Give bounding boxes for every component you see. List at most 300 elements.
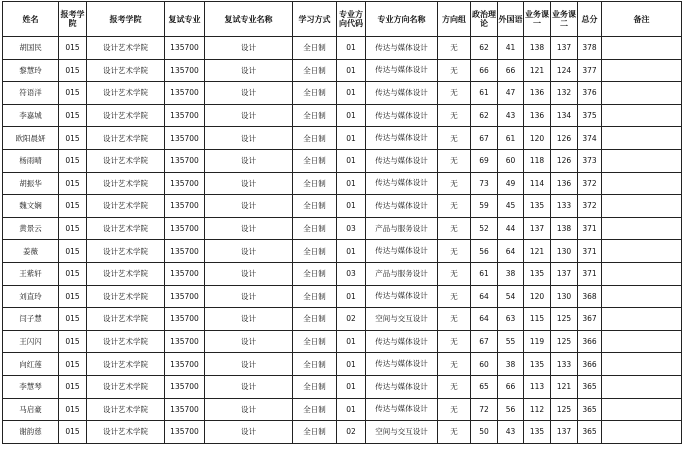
- cell-course-one: 115: [524, 308, 551, 331]
- cell-course-two: 138: [551, 217, 578, 240]
- cell-course-one: 113: [524, 375, 551, 398]
- cell-direction-code: 01: [337, 240, 366, 263]
- cell-direction-group: 无: [438, 127, 471, 150]
- cell-direction-name: [366, 240, 438, 263]
- cell-direction-name: [366, 398, 438, 421]
- cell-course-one: 121: [524, 59, 551, 82]
- cell-name: 符语洋: [3, 82, 59, 105]
- cell-politics: 73: [471, 172, 498, 195]
- direction-name-text: 传达与媒体设计: [375, 359, 428, 369]
- cell-total: 367: [578, 308, 602, 331]
- header-school: 报考学院: [87, 2, 165, 37]
- cell-study-mode: 全日制: [293, 353, 337, 376]
- cell-school-code: 015: [59, 149, 87, 172]
- cell-total: 368: [578, 285, 602, 308]
- cell-school-code: 015: [59, 82, 87, 105]
- cell-school: 设计艺术学院: [87, 172, 165, 195]
- cell-school-code: 015: [59, 285, 87, 308]
- cell-major-name: 设计: [205, 82, 293, 105]
- cell-study-mode: 全日制: [293, 217, 337, 240]
- cell-school: 设计艺术学院: [87, 308, 165, 331]
- cell-major-code: 135700: [165, 217, 205, 240]
- cell-school: 设计艺术学院: [87, 217, 165, 240]
- cell-notes: [602, 262, 682, 285]
- cell-foreign-language: 60: [498, 149, 524, 172]
- cell-direction-code: 01: [337, 285, 366, 308]
- cell-total: 371: [578, 262, 602, 285]
- cell-course-two: 133: [551, 353, 578, 376]
- direction-name-text: 传达与媒体设计: [375, 200, 428, 210]
- cell-notes: [602, 421, 682, 444]
- cell-major-name: 设计: [205, 308, 293, 331]
- table-row: [3, 375, 682, 398]
- cell-major-code: 135700: [165, 330, 205, 353]
- header-school-code: 报考学院: [59, 2, 87, 37]
- cell-direction-code: 01: [337, 375, 366, 398]
- cell-major-code: 135700: [165, 421, 205, 444]
- cell-major-code: 135700: [165, 127, 205, 150]
- cell-politics: 64: [471, 308, 498, 331]
- cell-course-one: 138: [524, 37, 551, 60]
- cell-name: 胡振华: [3, 172, 59, 195]
- cell-course-two: 126: [551, 127, 578, 150]
- cell-foreign-language: 61: [498, 127, 524, 150]
- cell-total: 376: [578, 82, 602, 105]
- cell-direction-group: 无: [438, 217, 471, 240]
- cell-study-mode: 全日制: [293, 240, 337, 263]
- header-direction-name: 专业方向名称: [366, 2, 438, 37]
- cell-study-mode: 全日制: [293, 82, 337, 105]
- cell-major-code: 135700: [165, 240, 205, 263]
- cell-notes: [602, 240, 682, 263]
- direction-name-text: 传达与媒体设计: [375, 65, 428, 75]
- header-course-two: 业务课二: [551, 2, 578, 37]
- cell-foreign-language: 38: [498, 353, 524, 376]
- cell-major-name: 设计: [205, 398, 293, 421]
- cell-school-code: 015: [59, 240, 87, 263]
- cell-direction-code: 03: [337, 217, 366, 240]
- cell-notes: [602, 353, 682, 376]
- cell-direction-name: [366, 421, 438, 444]
- cell-politics: 50: [471, 421, 498, 444]
- cell-study-mode: 全日制: [293, 375, 337, 398]
- direction-name-text: 传达与媒体设计: [375, 381, 428, 391]
- cell-foreign-language: 54: [498, 285, 524, 308]
- cell-direction-code: 01: [337, 398, 366, 421]
- table-row: [3, 262, 682, 285]
- table-row: [3, 37, 682, 60]
- cell-school-code: 015: [59, 330, 87, 353]
- table-row: [3, 59, 682, 82]
- direction-name-text: 传达与媒体设计: [375, 336, 428, 346]
- cell-school: 设计艺术学院: [87, 421, 165, 444]
- cell-total: 372: [578, 172, 602, 195]
- cell-school: 设计艺术学院: [87, 262, 165, 285]
- cell-course-one: 119: [524, 330, 551, 353]
- cell-major-name: 设计: [205, 375, 293, 398]
- table-row: [3, 149, 682, 172]
- cell-major-code: 135700: [165, 308, 205, 331]
- cell-direction-group: 无: [438, 285, 471, 308]
- cell-school: 设计艺术学院: [87, 82, 165, 105]
- cell-direction-code: 01: [337, 104, 366, 127]
- cell-school: 设计艺术学院: [87, 353, 165, 376]
- header-direction-group: 方向组: [438, 2, 471, 37]
- cell-course-one: 118: [524, 149, 551, 172]
- cell-school-code: 015: [59, 375, 87, 398]
- direction-name-text: 传达与媒体设计: [375, 155, 428, 165]
- cell-major-name: 设计: [205, 37, 293, 60]
- cell-direction-group: 无: [438, 104, 471, 127]
- cell-major-code: 135700: [165, 37, 205, 60]
- table-row: [3, 82, 682, 105]
- header-name: 姓名: [3, 2, 59, 37]
- cell-course-two: 137: [551, 421, 578, 444]
- cell-major-name: 设计: [205, 127, 293, 150]
- cell-total: 375: [578, 104, 602, 127]
- cell-politics: 62: [471, 104, 498, 127]
- cell-direction-group: 无: [438, 262, 471, 285]
- cell-study-mode: 全日制: [293, 285, 337, 308]
- cell-major-code: 135700: [165, 104, 205, 127]
- cell-school-code: 015: [59, 421, 87, 444]
- cell-direction-name: [366, 285, 438, 308]
- cell-school-code: 015: [59, 308, 87, 331]
- cell-notes: [602, 37, 682, 60]
- cell-major-name: 设计: [205, 421, 293, 444]
- cell-study-mode: 全日制: [293, 104, 337, 127]
- cell-major-name: 设计: [205, 217, 293, 240]
- cell-major-name: 设计: [205, 149, 293, 172]
- table-row: [3, 330, 682, 353]
- cell-course-two: 133: [551, 195, 578, 218]
- cell-direction-code: 01: [337, 82, 366, 105]
- direction-name-text: 传达与媒体设计: [375, 133, 428, 143]
- cell-school: 设计艺术学院: [87, 127, 165, 150]
- cell-direction-name: [366, 104, 438, 127]
- cell-name: 刘直玲: [3, 285, 59, 308]
- cell-course-two: 136: [551, 172, 578, 195]
- cell-study-mode: 全日制: [293, 330, 337, 353]
- table-row: [3, 217, 682, 240]
- cell-course-one: 136: [524, 82, 551, 105]
- cell-major-name: 设计: [205, 59, 293, 82]
- cell-direction-name: [366, 330, 438, 353]
- direction-name-text: 空间与交互设计: [375, 313, 428, 323]
- cell-direction-name: [366, 308, 438, 331]
- cell-course-two: 125: [551, 398, 578, 421]
- direction-name-text: 传达与媒体设计: [375, 291, 428, 301]
- cell-course-one: 112: [524, 398, 551, 421]
- table-row: [3, 421, 682, 444]
- cell-politics: 62: [471, 37, 498, 60]
- cell-notes: [602, 195, 682, 218]
- cell-foreign-language: 47: [498, 82, 524, 105]
- header-notes: 备注: [602, 2, 682, 37]
- cell-direction-group: 无: [438, 375, 471, 398]
- header-direction-code: 专业方向代码: [337, 2, 366, 37]
- cell-politics: 66: [471, 59, 498, 82]
- cell-major-code: 135700: [165, 353, 205, 376]
- cell-notes: [602, 375, 682, 398]
- cell-course-one: 135: [524, 353, 551, 376]
- cell-major-name: 设计: [205, 172, 293, 195]
- cell-direction-code: 03: [337, 262, 366, 285]
- cell-study-mode: 全日制: [293, 308, 337, 331]
- cell-total: 371: [578, 240, 602, 263]
- cell-name: 杨雨晴: [3, 149, 59, 172]
- cell-school: 设计艺术学院: [87, 285, 165, 308]
- cell-name: 李慧琴: [3, 375, 59, 398]
- cell-major-name: 设计: [205, 353, 293, 376]
- cell-course-one: 135: [524, 421, 551, 444]
- cell-school-code: 015: [59, 398, 87, 421]
- cell-politics: 61: [471, 262, 498, 285]
- cell-major-code: 135700: [165, 59, 205, 82]
- cell-school: 设计艺术学院: [87, 195, 165, 218]
- cell-school-code: 015: [59, 353, 87, 376]
- cell-total: 365: [578, 421, 602, 444]
- cell-course-two: 137: [551, 262, 578, 285]
- cell-direction-name: [366, 127, 438, 150]
- cell-direction-name: [366, 37, 438, 60]
- cell-course-one: 135: [524, 262, 551, 285]
- cell-school: 设计艺术学院: [87, 375, 165, 398]
- cell-major-name: 设计: [205, 262, 293, 285]
- cell-school-code: 015: [59, 37, 87, 60]
- cell-name: 马启豪: [3, 398, 59, 421]
- cell-major-code: 135700: [165, 172, 205, 195]
- cell-foreign-language: 44: [498, 217, 524, 240]
- header-row: [3, 2, 682, 37]
- cell-politics: 69: [471, 149, 498, 172]
- cell-direction-code: 01: [337, 59, 366, 82]
- cell-school-code: 015: [59, 195, 87, 218]
- cell-politics: 59: [471, 195, 498, 218]
- cell-direction-group: 无: [438, 421, 471, 444]
- cell-notes: [602, 82, 682, 105]
- cell-politics: 67: [471, 127, 498, 150]
- cell-study-mode: 全日制: [293, 37, 337, 60]
- cell-school-code: 015: [59, 217, 87, 240]
- table-row: [3, 308, 682, 331]
- cell-major-code: 135700: [165, 285, 205, 308]
- cell-total: 377: [578, 59, 602, 82]
- cell-course-two: 130: [551, 285, 578, 308]
- cell-major-code: 135700: [165, 195, 205, 218]
- cell-foreign-language: 43: [498, 104, 524, 127]
- cell-foreign-language: 66: [498, 59, 524, 82]
- cell-major-name: 设计: [205, 104, 293, 127]
- cell-course-two: 125: [551, 330, 578, 353]
- cell-foreign-language: 56: [498, 398, 524, 421]
- cell-course-two: 132: [551, 82, 578, 105]
- cell-foreign-language: 45: [498, 195, 524, 218]
- cell-notes: [602, 149, 682, 172]
- cell-name: 欧阳晨妍: [3, 127, 59, 150]
- direction-name-text: 传达与媒体设计: [375, 87, 428, 97]
- direction-name-text: 产品与服务设计: [375, 223, 428, 233]
- cell-direction-name: [366, 353, 438, 376]
- table-row: [3, 172, 682, 195]
- cell-name: 闫子慧: [3, 308, 59, 331]
- admission-score-table: [2, 1, 682, 444]
- cell-direction-name: [366, 217, 438, 240]
- cell-school-code: 015: [59, 262, 87, 285]
- table-row: [3, 398, 682, 421]
- cell-direction-group: 无: [438, 37, 471, 60]
- cell-school: 设计艺术学院: [87, 240, 165, 263]
- cell-major-code: 135700: [165, 375, 205, 398]
- cell-politics: 67: [471, 330, 498, 353]
- cell-direction-group: 无: [438, 59, 471, 82]
- cell-foreign-language: 43: [498, 421, 524, 444]
- direction-name-text: 传达与媒体设计: [375, 404, 428, 414]
- cell-politics: 52: [471, 217, 498, 240]
- cell-notes: [602, 398, 682, 421]
- cell-total: 365: [578, 375, 602, 398]
- direction-name-text: 空间与交互设计: [375, 426, 428, 436]
- cell-foreign-language: 64: [498, 240, 524, 263]
- cell-course-two: 134: [551, 104, 578, 127]
- cell-direction-group: 无: [438, 149, 471, 172]
- cell-school: 设计艺术学院: [87, 149, 165, 172]
- cell-notes: [602, 308, 682, 331]
- cell-foreign-language: 38: [498, 262, 524, 285]
- cell-foreign-language: 49: [498, 172, 524, 195]
- cell-school: 设计艺术学院: [87, 398, 165, 421]
- cell-politics: 72: [471, 398, 498, 421]
- table-row: [3, 285, 682, 308]
- cell-politics: 60: [471, 353, 498, 376]
- cell-direction-group: 无: [438, 398, 471, 421]
- cell-course-two: 130: [551, 240, 578, 263]
- cell-foreign-language: 41: [498, 37, 524, 60]
- cell-notes: [602, 59, 682, 82]
- cell-study-mode: 全日制: [293, 195, 337, 218]
- cell-foreign-language: 55: [498, 330, 524, 353]
- cell-direction-group: 无: [438, 308, 471, 331]
- cell-major-code: 135700: [165, 149, 205, 172]
- cell-total: 373: [578, 149, 602, 172]
- cell-name: 姜薇: [3, 240, 59, 263]
- header-study-mode: 学习方式: [293, 2, 337, 37]
- cell-politics: 61: [471, 82, 498, 105]
- cell-school: 设计艺术学院: [87, 37, 165, 60]
- cell-direction-name: [366, 82, 438, 105]
- cell-name: 李嘉城: [3, 104, 59, 127]
- direction-name-text: 传达与媒体设计: [375, 110, 428, 120]
- direction-name-text: 产品与服务设计: [375, 268, 428, 278]
- cell-notes: [602, 330, 682, 353]
- cell-course-one: 114: [524, 172, 551, 195]
- header-politics: 政治理论: [471, 2, 498, 37]
- cell-name: 向红莲: [3, 353, 59, 376]
- table-row: [3, 353, 682, 376]
- cell-course-one: 135: [524, 195, 551, 218]
- cell-course-two: 124: [551, 59, 578, 82]
- cell-school-code: 015: [59, 104, 87, 127]
- cell-direction-group: 无: [438, 330, 471, 353]
- cell-school: 设计艺术学院: [87, 104, 165, 127]
- cell-study-mode: 全日制: [293, 149, 337, 172]
- header-foreign-language: 外国语: [498, 2, 524, 37]
- cell-total: 372: [578, 195, 602, 218]
- cell-direction-name: [366, 195, 438, 218]
- cell-notes: [602, 172, 682, 195]
- cell-foreign-language: 63: [498, 308, 524, 331]
- cell-direction-name: [366, 149, 438, 172]
- cell-name: 王紫轩: [3, 262, 59, 285]
- cell-total: 366: [578, 330, 602, 353]
- cell-course-one: 120: [524, 127, 551, 150]
- cell-course-two: 126: [551, 149, 578, 172]
- cell-name: 王闪闪: [3, 330, 59, 353]
- cell-direction-code: 01: [337, 127, 366, 150]
- header-major-name: 复试专业名称: [205, 2, 293, 37]
- cell-direction-code: 01: [337, 353, 366, 376]
- cell-direction-code: 01: [337, 37, 366, 60]
- header-major-code: 复试专业: [165, 2, 205, 37]
- cell-study-mode: 全日制: [293, 127, 337, 150]
- cell-name: 魏文娴: [3, 195, 59, 218]
- cell-major-name: 设计: [205, 240, 293, 263]
- cell-study-mode: 全日制: [293, 398, 337, 421]
- cell-course-one: 137: [524, 217, 551, 240]
- cell-notes: [602, 104, 682, 127]
- cell-study-mode: 全日制: [293, 59, 337, 82]
- cell-school-code: 015: [59, 127, 87, 150]
- cell-major-name: 设计: [205, 195, 293, 218]
- cell-major-code: 135700: [165, 398, 205, 421]
- cell-direction-code: 01: [337, 330, 366, 353]
- cell-major-code: 135700: [165, 262, 205, 285]
- cell-course-two: 121: [551, 375, 578, 398]
- cell-notes: [602, 127, 682, 150]
- cell-name: 谢韵慈: [3, 421, 59, 444]
- header-course-one: 业务课一: [524, 2, 551, 37]
- cell-foreign-language: 66: [498, 375, 524, 398]
- cell-major-code: 135700: [165, 82, 205, 105]
- cell-study-mode: 全日制: [293, 262, 337, 285]
- table-row: [3, 127, 682, 150]
- cell-school: 设计艺术学院: [87, 330, 165, 353]
- cell-total: 366: [578, 353, 602, 376]
- cell-name: 黎慧玲: [3, 59, 59, 82]
- cell-study-mode: 全日制: [293, 421, 337, 444]
- cell-politics: 65: [471, 375, 498, 398]
- cell-study-mode: 全日制: [293, 172, 337, 195]
- cell-direction-name: [366, 262, 438, 285]
- cell-direction-code: 01: [337, 195, 366, 218]
- cell-course-two: 125: [551, 308, 578, 331]
- cell-course-two: 137: [551, 37, 578, 60]
- cell-politics: 56: [471, 240, 498, 263]
- cell-direction-group: 无: [438, 172, 471, 195]
- table-row: [3, 240, 682, 263]
- cell-direction-group: 无: [438, 353, 471, 376]
- cell-direction-name: [366, 375, 438, 398]
- cell-school: 设计艺术学院: [87, 59, 165, 82]
- cell-course-one: 120: [524, 285, 551, 308]
- cell-name: 胡国民: [3, 37, 59, 60]
- cell-school-code: 015: [59, 172, 87, 195]
- cell-direction-name: [366, 172, 438, 195]
- cell-direction-group: 无: [438, 195, 471, 218]
- cell-direction-group: 无: [438, 240, 471, 263]
- cell-direction-group: 无: [438, 82, 471, 105]
- cell-direction-code: 01: [337, 172, 366, 195]
